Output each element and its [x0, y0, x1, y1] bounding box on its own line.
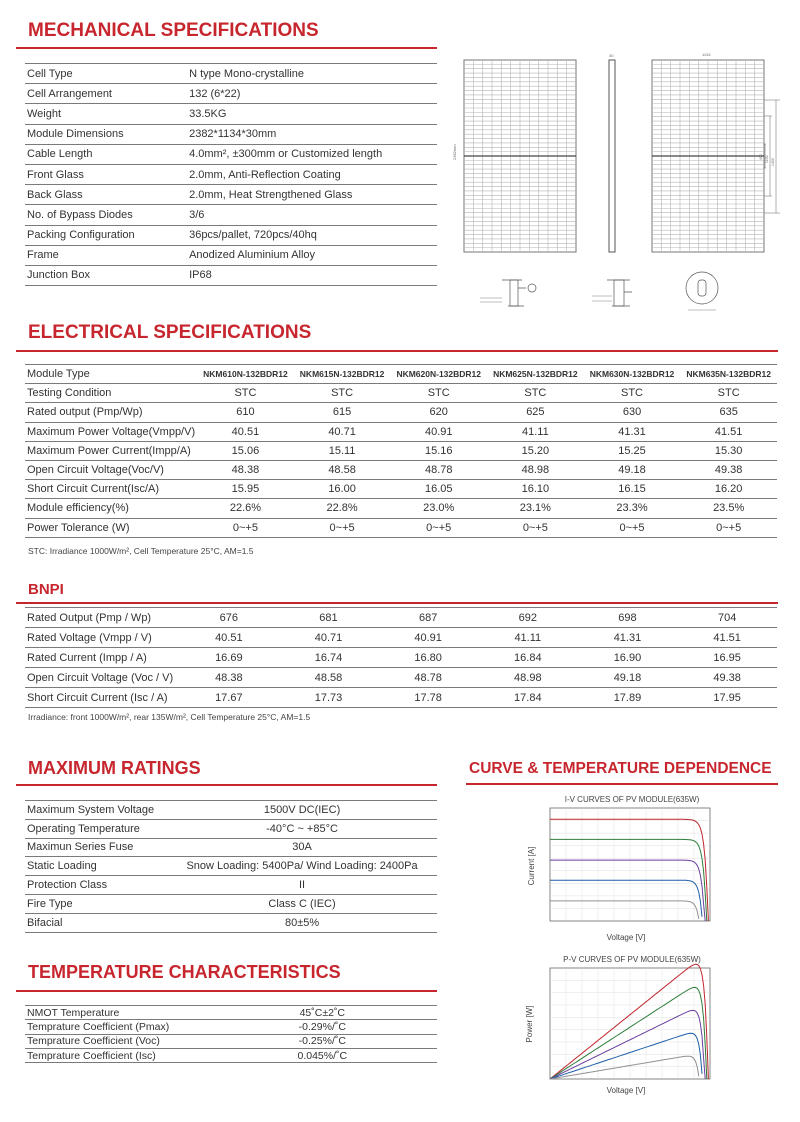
elec-row-value: 15.20: [487, 441, 584, 460]
mech-row-label: Packing Configuration: [25, 225, 187, 245]
temp-row-value: -0.29%/˚C: [208, 1020, 437, 1034]
elec-row-value: NKM635N-132BDR12: [680, 365, 777, 384]
module-drawings: [452, 48, 792, 320]
mech-row-label: Cell Type: [25, 64, 187, 84]
maxr-row-label: Operating Temperature: [25, 819, 167, 838]
bnpi-row-value: 40.51: [179, 628, 279, 648]
elec-row-value: NKM630N-132BDR12: [584, 365, 681, 384]
bnpi-row-value: 17.89: [578, 688, 678, 708]
elec-row-value: 49.38: [680, 460, 777, 479]
elec-row-value: 49.18: [584, 460, 681, 479]
temp-row: [25, 1048, 437, 1062]
elec-row-label: Open Circuit Voltage(Voc/V): [25, 460, 197, 479]
temp-row-value: 45˚C±2˚C: [208, 1006, 437, 1020]
elec-row-value: 630: [584, 403, 681, 422]
pv-y-axis-label: Power [W]: [525, 1005, 534, 1043]
temp-row-label: Temprature Coefficient (Pmax): [25, 1020, 208, 1034]
elec-row-label: Maximum Power Voltage(Vmpp/V): [25, 422, 197, 441]
bnpi-row-value: 49.18: [578, 668, 678, 688]
bnpi-row-value: 48.58: [279, 668, 379, 688]
temperature-rule: [16, 990, 437, 992]
temperature-table: [25, 1005, 437, 1063]
elec-row-value: 23.1%: [487, 499, 584, 518]
bnpi-row-value: 687: [378, 608, 478, 628]
elec-row: [25, 422, 777, 441]
maxr-row-value: 80±5%: [167, 913, 437, 932]
max-ratings-rule: [16, 784, 437, 786]
bnpi-row-label: Rated Output (Pmp / Wp): [25, 608, 179, 628]
mechanical-rule: [16, 47, 437, 49]
elec-row-value: STC: [197, 384, 294, 403]
elec-row-value: STC: [680, 384, 777, 403]
iv-y-axis-label: Current [A]: [527, 846, 536, 886]
elec-row-value: 41.31: [584, 422, 681, 441]
elec-row-value: STC: [390, 384, 487, 403]
bnpi-row-value: 17.73: [279, 688, 379, 708]
mech-row-value: N type Mono-crystalline: [187, 64, 437, 84]
elec-row-value: 23.0%: [390, 499, 487, 518]
elec-row-value: 40.71: [294, 422, 391, 441]
elec-row-value: NKM620N-132BDR12: [390, 365, 487, 384]
bnpi-row-value: 692: [478, 608, 578, 628]
electrical-table: [25, 364, 777, 538]
elec-row-label: Testing Condition: [25, 384, 197, 403]
elec-row-value: 16.20: [680, 480, 777, 499]
bnpi-row-value: 16.74: [279, 648, 379, 668]
elec-row-value: 15.25: [584, 441, 681, 460]
mech-row-value: IP68: [187, 265, 437, 285]
elec-row: [25, 384, 777, 403]
bnpi-row-value: 16.69: [179, 648, 279, 668]
dim-thickness-label: 30: [609, 53, 614, 58]
mech-row: [25, 64, 437, 84]
mech-row-value: 33.5KG: [187, 104, 437, 124]
temp-row: [25, 1034, 437, 1048]
elec-row-value: 16.00: [294, 480, 391, 499]
mech-row: [25, 164, 437, 184]
bnpi-row-label: Rated Voltage (Vmpp / V): [25, 628, 179, 648]
elec-row: [25, 480, 777, 499]
temp-row-label: Temprature Coefficient (Isc): [25, 1048, 208, 1062]
module-back-view: [652, 52, 780, 252]
bnpi-table: [25, 607, 777, 708]
maxr-row: [25, 876, 437, 895]
mech-row-label: Weight: [25, 104, 187, 124]
elec-row-value: 22.8%: [294, 499, 391, 518]
bnpi-row-value: 704: [677, 608, 777, 628]
elec-row-value: 23.5%: [680, 499, 777, 518]
elec-row-value: 615: [294, 403, 391, 422]
bnpi-row-value: 17.84: [478, 688, 578, 708]
elec-row-value: 48.78: [390, 460, 487, 479]
elec-row-label: Power Tolerance (W): [25, 518, 197, 537]
bnpi-row-value: 40.91: [378, 628, 478, 648]
maxr-row: [25, 838, 437, 857]
elec-row-value: 625: [487, 403, 584, 422]
bnpi-row-value: 16.95: [677, 648, 777, 668]
max-ratings-heading: MAXIMUM RATINGS: [28, 758, 201, 778]
bnpi-row-label: Short Circuit Current (Isc / A): [25, 688, 179, 708]
elec-row-value: 635: [680, 403, 777, 422]
mech-row: [25, 185, 437, 205]
max-ratings-table: [25, 800, 437, 933]
elec-row: [25, 499, 777, 518]
bnpi-row-value: 17.78: [378, 688, 478, 708]
bnpi-row-value: 16.80: [378, 648, 478, 668]
maxr-row: [25, 819, 437, 838]
elec-row-value: STC: [584, 384, 681, 403]
mounting-hole-detail: [686, 272, 718, 310]
maxr-row-value: 30A: [167, 838, 437, 857]
bnpi-rule: [16, 602, 778, 604]
elec-row-value: 0~+5: [487, 518, 584, 537]
mech-row: [25, 144, 437, 164]
bnpi-row-value: 681: [279, 608, 379, 628]
maxr-row: [25, 894, 437, 913]
bnpi-row-value: 16.90: [578, 648, 678, 668]
elec-row-value: 22.6%: [197, 499, 294, 518]
elec-row-value: 16.05: [390, 480, 487, 499]
bnpi-row-value: 48.78: [378, 668, 478, 688]
mech-row-value: 132 (6*22): [187, 84, 437, 104]
elec-row: [25, 365, 777, 384]
elec-row-value: NKM615N-132BDR12: [294, 365, 391, 384]
module-side-view: [609, 53, 615, 252]
mech-row-value: 2.0mm, Anti-Reflection Coating: [187, 164, 437, 184]
mech-row: [25, 124, 437, 144]
maxr-row-label: Static Loading: [25, 857, 167, 876]
mech-row-value: 2382*1134*30mm: [187, 124, 437, 144]
bnpi-row: [25, 648, 777, 668]
dim-c-label: 1400: [771, 158, 775, 166]
elec-row-value: 0~+5: [680, 518, 777, 537]
module-front-view: [452, 60, 576, 252]
dim-width-label: 1134: [702, 52, 711, 57]
elec-row: [25, 460, 777, 479]
elec-row-value: 15.06: [197, 441, 294, 460]
bnpi-row-value: 698: [578, 608, 678, 628]
mech-row-label: Junction Box: [25, 265, 187, 285]
maxr-row-label: Maximun Series Fuse: [25, 838, 167, 857]
temperature-heading: TEMPERATURE CHARACTERISTICS: [28, 962, 341, 982]
curves-rule: [466, 783, 778, 785]
temp-row-label: NMOT Temperature: [25, 1006, 208, 1020]
elec-row-value: 15.11: [294, 441, 391, 460]
mech-row-label: Cable Length: [25, 144, 187, 164]
bnpi-row: [25, 688, 777, 708]
mech-row-label: Cell Arrangement: [25, 84, 187, 104]
elec-row: [25, 518, 777, 537]
mechanical-heading: MECHANICAL SPECIFICATIONS: [28, 20, 319, 41]
bnpi-row-value: 17.67: [179, 688, 279, 708]
elec-row-value: NKM610N-132BDR12: [197, 365, 294, 384]
dim-b-label: 1100: [765, 155, 769, 163]
maxr-row-value: II: [167, 876, 437, 895]
elec-row-label: Module Type: [25, 365, 197, 384]
bnpi-row-value: 676: [179, 608, 279, 628]
elec-row-value: 41.51: [680, 422, 777, 441]
mech-row-value: 4.0mm², ±300mm or Customized length: [187, 144, 437, 164]
elec-row-value: 23.3%: [584, 499, 681, 518]
elec-row-value: NKM625N-132BDR12: [487, 365, 584, 384]
frame-detail-b: [592, 280, 632, 306]
temp-row-value: -0.25%/˚C: [208, 1034, 437, 1048]
elec-row-value: STC: [487, 384, 584, 403]
elec-row-value: 0~+5: [197, 518, 294, 537]
bnpi-row-value: 16.84: [478, 648, 578, 668]
iv-chart-title: I-V CURVES OF PV MODULE(635W): [564, 795, 700, 804]
bnpi-row: [25, 608, 777, 628]
mech-row-label: Back Glass: [25, 185, 187, 205]
elec-row-value: 15.30: [680, 441, 777, 460]
maxr-row-label: Maximum System Voltage: [25, 801, 167, 820]
elec-row-value: 48.38: [197, 460, 294, 479]
elec-row: [25, 403, 777, 422]
elec-row-label: Rated output (Pmp/Wp): [25, 403, 197, 422]
elec-row-value: 16.15: [584, 480, 681, 499]
pv-chart: [512, 950, 734, 1100]
bnpi-row: [25, 668, 777, 688]
maxr-row-value: Snow Loading: 5400Pa/ Wind Loading: 2400Pa: [167, 857, 437, 876]
bnpi-heading: BNPI: [28, 581, 64, 598]
maxr-row-value: Class C (IEC): [167, 894, 437, 913]
bnpi-row-label: Rated Current (Impp / A): [25, 648, 179, 668]
elec-row-value: 40.51: [197, 422, 294, 441]
elec-row-value: 40.91: [390, 422, 487, 441]
maxr-row: [25, 913, 437, 932]
mech-row-value: 3/6: [187, 205, 437, 225]
maxr-row-value: -40°C ~ +85°C: [167, 819, 437, 838]
maxr-row-label: Protection Class: [25, 876, 167, 895]
temp-row-label: Temprature Coefficient (Voc): [25, 1034, 208, 1048]
elec-row-value: 0~+5: [390, 518, 487, 537]
elec-row: [25, 441, 777, 460]
dim-height-label: 2382mm: [452, 144, 457, 160]
pv-chart-title: P-V CURVES OF PV MODULE(635W): [563, 955, 701, 964]
mech-row-label: Frame: [25, 245, 187, 265]
elec-row-value: 0~+5: [294, 518, 391, 537]
bnpi-row-value: 49.38: [677, 668, 777, 688]
mech-row: [25, 84, 437, 104]
maxr-row: [25, 801, 437, 820]
elec-row-value: 48.58: [294, 460, 391, 479]
electrical-heading: ELECTRICAL SPECIFICATIONS: [28, 322, 312, 343]
elec-row-value: 48.98: [487, 460, 584, 479]
bnpi-row-label: Open Circuit Voltage (Voc / V): [25, 668, 179, 688]
mech-row-label: No. of Bypass Diodes: [25, 205, 187, 225]
bnpi-row-value: 48.38: [179, 668, 279, 688]
frame-detail-a: [480, 280, 536, 306]
bnpi-row-value: 41.11: [478, 628, 578, 648]
mech-row-value: 2.0mm, Heat Strengthened Glass: [187, 185, 437, 205]
elec-row-label: Maximum Power Current(Impp/A): [25, 441, 197, 460]
maxr-row-label: Bifacial: [25, 913, 167, 932]
elec-row-value: 15.95: [197, 480, 294, 499]
elec-row-value: 610: [197, 403, 294, 422]
stc-note: STC: Irradiance 1000W/m², Cell Temperature 25°C, AM=1.5: [28, 546, 254, 556]
elec-row-value: STC: [294, 384, 391, 403]
electrical-rule: [16, 350, 778, 352]
elec-row-value: 620: [390, 403, 487, 422]
temp-row: [25, 1020, 437, 1034]
pv-x-axis-label: Voltage [V]: [606, 1086, 646, 1095]
elec-row-value: 15.16: [390, 441, 487, 460]
maxr-row: [25, 857, 437, 876]
elec-row-label: Short Circuit Current(Isc/A): [25, 480, 197, 499]
bnpi-row: [25, 628, 777, 648]
mechanical-table: [25, 63, 437, 286]
dim-a-label: 400: [759, 154, 763, 160]
elec-row-label: Module efficiency(%): [25, 499, 197, 518]
mech-row: [25, 205, 437, 225]
temp-row: [25, 1006, 437, 1020]
mech-row-value: Anodized Aluminium Alloy: [187, 245, 437, 265]
maxr-row-value: 1500V DC(IEC): [167, 801, 437, 820]
curves-heading: CURVE & TEMPERATURE DEPENDENCE: [469, 760, 772, 777]
iv-chart: [512, 790, 734, 950]
bnpi-note: Irradiance: front 1000W/m², rear 135W/m², Cell Temperature 25°C, AM=1.5: [28, 712, 311, 722]
mech-row-label: Module Dimensions: [25, 124, 187, 144]
bnpi-row-value: 48.98: [478, 668, 578, 688]
maxr-row-label: Fire Type: [25, 894, 167, 913]
mech-row: [25, 265, 437, 285]
bnpi-row-value: 41.51: [677, 628, 777, 648]
temp-row-value: 0.045%/˚C: [208, 1048, 437, 1062]
mech-row-label: Front Glass: [25, 164, 187, 184]
mech-row: [25, 104, 437, 124]
mech-row: [25, 245, 437, 265]
elec-row-value: 0~+5: [584, 518, 681, 537]
elec-row-value: 41.11: [487, 422, 584, 441]
iv-x-axis-label: Voltage [V]: [606, 933, 646, 942]
bnpi-row-value: 41.31: [578, 628, 678, 648]
bnpi-row-value: 17.95: [677, 688, 777, 708]
mech-row-value: 36pcs/pallet, 720pcs/40hq: [187, 225, 437, 245]
mech-row: [25, 225, 437, 245]
elec-row-value: 16.10: [487, 480, 584, 499]
bnpi-row-value: 40.71: [279, 628, 379, 648]
